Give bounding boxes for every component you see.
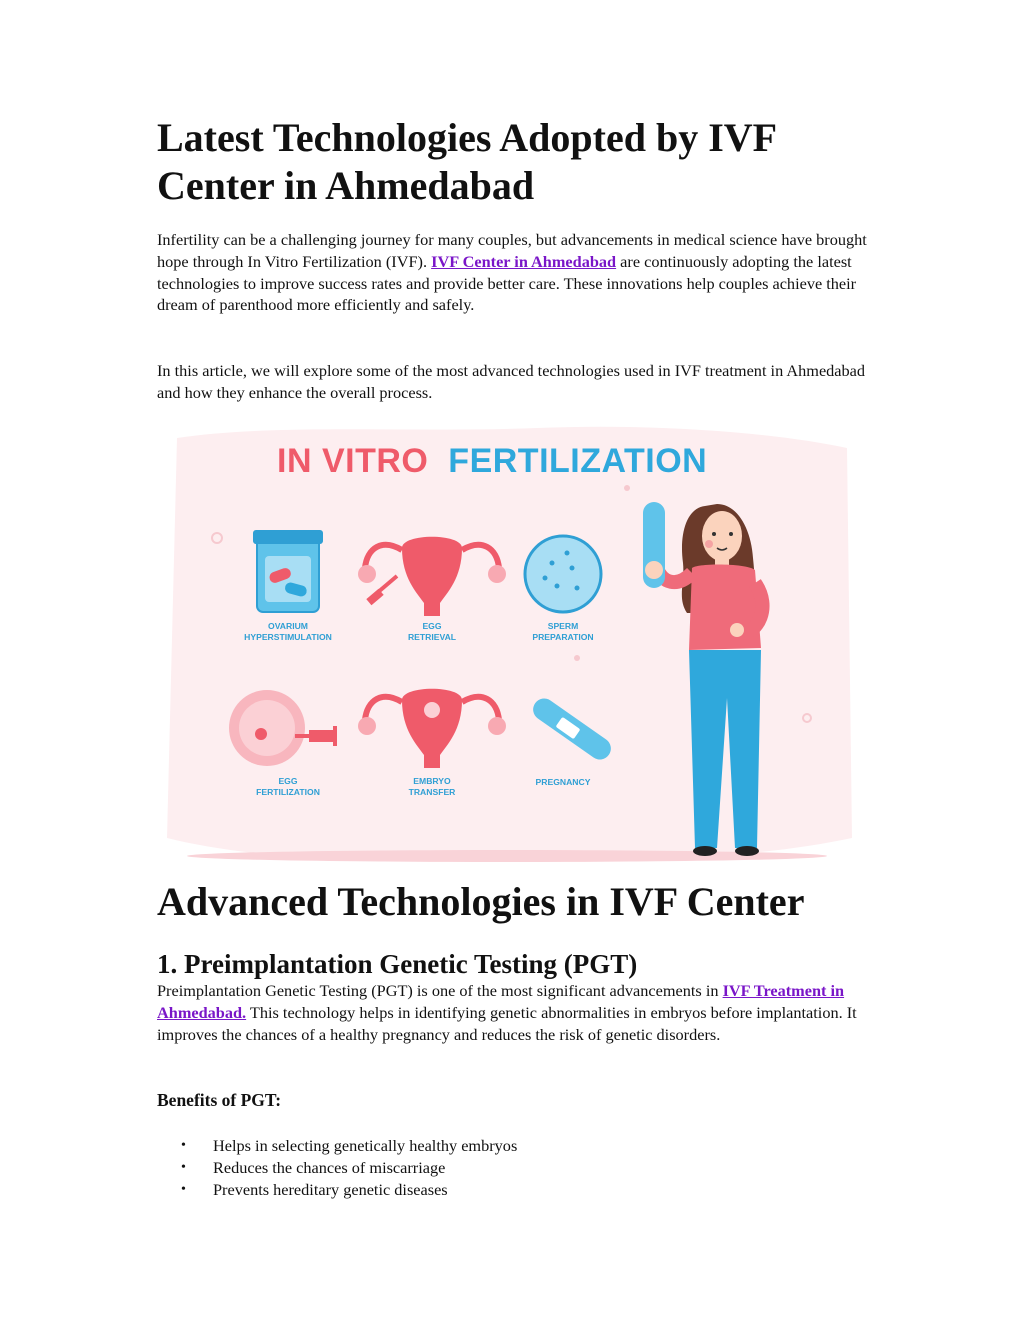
ovarium-hyperstimulation-icon <box>253 530 323 612</box>
step-label-5a: EMBRYO <box>413 776 451 786</box>
list-item: • Prevents hereditary genetic diseases <box>157 1179 517 1201</box>
list-item: • Reduces the chances of miscarriage <box>157 1157 517 1179</box>
intro-text-2: are continuously adopting the latest technologies to improve success rates and provide better care. These innovations help couples achieve their dream of parenthood more efficiently and safely. <box>157 251 857 315</box>
sperm-preparation-icon <box>525 536 601 612</box>
ivf-illustration <box>157 418 857 878</box>
step-label-1b: HYPERSTIMULATION <box>244 632 332 642</box>
step-label-5b: TRANSFER <box>408 787 456 797</box>
step-label-1a: OVARIUM <box>268 621 308 631</box>
step-label-6: PREGNANCY <box>535 777 591 787</box>
benefits-list <box>157 1135 517 1200</box>
step-label-4b: FERTILIZATION <box>256 787 320 797</box>
intro-text-1: Infertility can be a challenging journey for many couples, but advancements in medical science have brought hope through In Vitro Fertilization (IVF). <box>157 230 867 271</box>
list-item: • Helps in selecting genetically healthy embryos <box>157 1135 517 1157</box>
intro-paragraph <box>157 229 867 316</box>
ivf-infographic <box>157 418 857 878</box>
pgt-paragraph <box>157 980 867 1045</box>
pgt-text-1: Preimplantation Genetic Testing (PGT) is one of the most significant advancements in <box>157 981 723 1000</box>
section-heading: Advanced Technologies in IVF Center <box>157 879 805 924</box>
step-label-3a: SPERM <box>547 621 579 631</box>
step-label-3b: PREPARATION <box>532 632 594 642</box>
illustration-title: IN VITRO FERTILIZATION <box>277 442 708 480</box>
step-label-2a: EGG <box>422 621 442 631</box>
benefits-heading: Benefits of PGT: <box>157 1090 282 1110</box>
step-label-2b: RETRIEVAL <box>407 632 457 642</box>
ivf-center-link[interactable]: IVF Center in Ahmedabad <box>431 251 617 271</box>
page-title: Latest Technologies Adopted by IVF Center in Ahmedabad <box>157 115 776 208</box>
ivf-treatment-link[interactable]: IVF Treatment in Ahmedabad. <box>157 981 845 1022</box>
pgt-heading: 1. Preimplantation Genetic Testing (PGT) <box>157 949 638 979</box>
floor-shadow <box>187 850 827 862</box>
step-label-4a: EGG <box>278 776 298 786</box>
pgt-text-2: This technology helps in identifying genetic abnormalities in embryos before implantation. It improves the chances of a healthy pregnancy and reduces the risk of genetic disorders. <box>157 1002 857 1044</box>
explore-paragraph: In this article, we will explore some of the most advanced technologies used in IVF treatment in Ahmedabad and how they enhance the overall process. <box>157 361 866 402</box>
